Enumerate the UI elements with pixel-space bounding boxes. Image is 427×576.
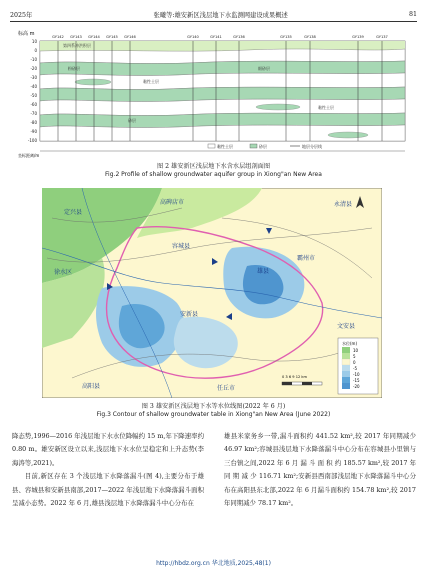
- paragraph: 目前,新区存在 3 个浅层地下水降落漏斗(图 4),主要分布于雄县、容城县和安新县南部,2017—2022 年浅层地下水降落漏斗面积呈减小态势。2022 年 6 月,雄县浅层地下水降落漏斗中心分布在: [12, 472, 204, 508]
- body-column-left: [12, 430, 204, 510]
- place-label: 高阳县: [82, 383, 101, 390]
- layer-sand-1: [40, 61, 405, 75]
- figure-3-caption-zh: 图 3 雄安新区浅层地下水等水位线图(2022 年 6 月): [141, 403, 286, 410]
- y-tick: -60: [30, 102, 37, 107]
- well-label: GY137: [376, 35, 388, 39]
- place-label: 安新县: [180, 311, 199, 318]
- header-title: 张曦等:雄安新区浅层地下水监测网建设成果概述: [153, 11, 288, 19]
- unit-label: 第四系冲洪积层: [63, 43, 91, 48]
- svg-text:5: 5: [353, 354, 356, 359]
- header-year: 2025年: [10, 11, 33, 19]
- svg-text:地层分层线: 地层分层线: [302, 144, 322, 149]
- y-tick: -40: [30, 84, 37, 89]
- unit-label: 黏性土层: [143, 79, 159, 84]
- svg-text:砂层: 砂层: [259, 144, 267, 149]
- well-label: GY141: [210, 35, 222, 39]
- svg-text:-10: -10: [353, 372, 360, 377]
- well-label: GY138: [304, 35, 316, 39]
- svg-text:10: 10: [353, 348, 359, 353]
- unit-label: 粉砂层: [68, 66, 80, 71]
- footer: http://hbdz.org.cn 华北地质,2025,48(1): [156, 560, 271, 567]
- figure-2-caption-en: Fig.2 Profile of shallow groundwater aquifer group in Xiong"an New Area: [105, 171, 322, 178]
- figure-3-caption-en: Fig.3 Contour of shallow groundwater table in Xiong"an New Area (June 2022): [96, 411, 331, 418]
- y-tick: -10: [30, 57, 37, 62]
- svg-text:-5: -5: [353, 366, 357, 371]
- axis-label-elevation: 标高 m: [18, 31, 35, 37]
- well-label: GY144: [88, 35, 100, 39]
- y-tick: -30: [30, 75, 37, 80]
- y-tick: -20: [30, 66, 37, 71]
- well-label: GY135: [280, 35, 292, 39]
- body-column-right: [224, 430, 416, 510]
- unit-label: 细砂层: [258, 66, 270, 71]
- place-label: 高碑店市: [160, 199, 185, 206]
- unit-label: 砂层: [128, 118, 136, 123]
- svg-text:0 3 6 9 12 km: 0 3 6 9 12 km: [282, 375, 308, 379]
- y-tick: -90: [30, 129, 37, 134]
- place-label: 文安县: [337, 323, 356, 330]
- place-label: 任丘市: [217, 385, 236, 392]
- well-label: GY143: [70, 35, 82, 39]
- y-tick: -80: [30, 120, 37, 125]
- paragraph: 雄县米家务乡一带,漏斗面积约 441.52 km²,较 2017 年同期减少 46.97 km²;容城县浅层地下水降落漏斗中心分布在容城县小里镇与三台镇之间,2022 年 6 月 漏 斗 面 积 约 185.57 km²,较 2017 年 同 期 减 少 116.71 km²;安新县西南部浅层地下水降落漏斗中心分布在高阳县东北部,2022 年 6 月漏斗面积约 154.78 km²,较 2017 年同期减少 78.17 km²。: [224, 432, 416, 508]
- place-label: 容城县: [172, 243, 191, 250]
- paragraph: 降态势,1996—2016 年浅层地下水水位降幅约 15 m,年下降速率约 0.80 m。雄安新区设立以来,浅层地下水水位呈稳定和上升态势(李海涛等,2021)。: [12, 432, 204, 467]
- sand-lens: [75, 79, 111, 85]
- y-tick: -100: [27, 138, 37, 143]
- y-tick: -70: [30, 111, 37, 116]
- place-label: 徐水区: [54, 269, 73, 276]
- svg-text:-15: -15: [353, 378, 360, 383]
- layer-clay-3: [40, 99, 405, 115]
- place-label: 霸州市: [297, 255, 316, 262]
- contour-map-svg: [42, 188, 382, 398]
- svg-text:0: 0: [353, 360, 356, 365]
- well-label: GY146: [124, 35, 136, 39]
- well-label: GY139: [352, 35, 364, 39]
- well-label: GY140: [187, 35, 199, 39]
- well-label: GY136: [233, 35, 245, 39]
- header-rule: [10, 21, 417, 22]
- layer-clay-1: [40, 49, 405, 63]
- sand-lens: [256, 104, 300, 110]
- svg-text:水位(m): 水位(m): [342, 341, 358, 346]
- figure-2-caption-zh: 图 2 雄安新区浅层地下水含水层组剖面图: [156, 163, 271, 170]
- figure-3-map: [42, 188, 382, 398]
- y-tick: 10: [31, 39, 37, 44]
- well-label: GY142: [52, 35, 64, 39]
- header-page-number: 81: [408, 10, 417, 18]
- svg-text:黏性土层: 黏性土层: [217, 144, 233, 149]
- profile-svg: [18, 27, 413, 159]
- bottom-row-label: 坐标距离/m: [18, 153, 40, 158]
- figure-2-profile: [18, 27, 413, 159]
- place-label: 定兴县: [64, 209, 83, 216]
- svg-text:-20: -20: [353, 384, 360, 389]
- unit-label: 黏性土层: [318, 105, 334, 110]
- map-legend: [338, 338, 378, 394]
- well-label: GY145: [106, 35, 118, 39]
- place-label: 雄县: [257, 268, 270, 275]
- running-header: [10, 8, 417, 20]
- y-tick: 0: [34, 48, 37, 53]
- layer-sand-2: [40, 87, 405, 101]
- layer-sand-3: [40, 113, 405, 127]
- y-tick: -50: [30, 93, 37, 98]
- profile-legend: [208, 143, 322, 149]
- sand-lens: [328, 132, 368, 138]
- place-label: 永清县: [334, 201, 353, 208]
